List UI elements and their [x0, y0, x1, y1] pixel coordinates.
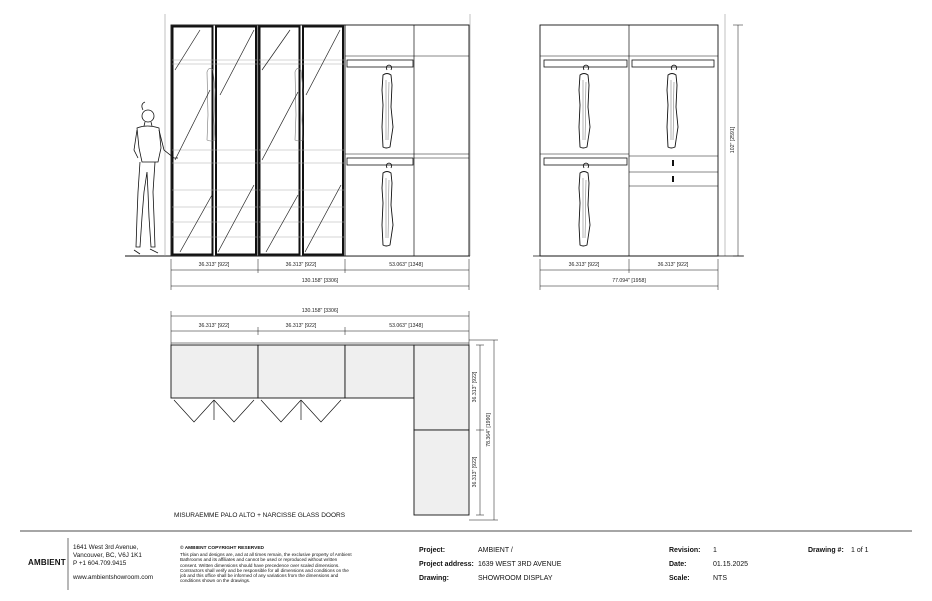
- project-address-value: 1639 WEST 3RD AVENUE: [478, 561, 562, 568]
- project-value: AMBIENT /: [478, 547, 513, 554]
- plan-side-dim-overall: 78.364" [1990]: [486, 413, 492, 447]
- plan-side-dim-2: 36.313" [922]: [472, 456, 478, 488]
- date-label: Date:: [669, 561, 687, 568]
- plan-dim-2: 36.313" [922]: [285, 323, 317, 329]
- plan-dim-overall: 130.158" [3306]: [301, 308, 339, 314]
- plan-dim-1: 36.313" [922]: [198, 323, 230, 329]
- drawing-number-value: 1 of 1: [851, 547, 869, 554]
- title-block: [0, 531, 932, 601]
- side-dim-2: 36.313" [922]: [657, 262, 689, 268]
- glass-door-unit-1: [171, 25, 258, 256]
- date-value: 01.15.2025: [713, 561, 749, 568]
- front-dim-2: 36.313" [922]: [285, 262, 317, 268]
- website-link[interactable]: www.ambientshowroom.com: [73, 574, 154, 581]
- plan-dim-3: 53.063" [1348]: [389, 323, 423, 329]
- revision-label: Revision:: [669, 547, 701, 554]
- front-dim-1: 36.313" [922]: [198, 262, 230, 268]
- address-line-1: 1641 West 3rd Avenue,: [73, 544, 139, 551]
- drawing-number-label: Drawing #:: [808, 547, 844, 554]
- copyright-title: © AMBIENT COPYRIGHT RESERVED: [180, 546, 265, 551]
- open-wardrobe-unit: [345, 25, 469, 256]
- scale-label: Scale:: [669, 575, 690, 582]
- revision-value: 1: [713, 547, 717, 554]
- address-line-2: Vancouver, BC, V6J 1K1: [73, 552, 142, 559]
- drawing-value: SHOWROOM DISPLAY: [478, 575, 553, 582]
- phone-number: P +1 604.709.9415: [73, 560, 127, 567]
- front-dim-3: 53.063" [1348]: [389, 262, 423, 268]
- plan-side-dim-1: 36.313" [922]: [472, 371, 478, 403]
- door-swing-icons: [174, 400, 341, 422]
- drawing-label: Drawing:: [419, 575, 449, 582]
- side-dim-overall: 77.094" [1958]: [612, 278, 646, 284]
- project-label: Project:: [419, 547, 446, 554]
- front-dim-overall: 130.158" [3306]: [301, 278, 339, 284]
- plan-caption: MISURAEMME PALO ALTO + NARCISSE GLASS DOORS: [174, 512, 346, 519]
- copyright-text: This plan and designs are, and at all times remain, the exclusive property of Ambient Bathrooms and its affiliates and cannot be used or reproduced without written consent. Written dimensions should have precedence over scaled dimensions. Contractors shall verify and be responsible for all dimensions and conditions on the job and this office shall be informed of any variations from the dimensions and conditions shown on the drawings.: [180, 552, 352, 584]
- plan-view: [171, 308, 498, 520]
- side-elevation: [533, 14, 744, 290]
- project-address-label: Project address:: [419, 561, 474, 568]
- front-elevation: [125, 14, 470, 290]
- company-logo: AMBIENT: [28, 558, 66, 567]
- glass-door-unit-2: [258, 25, 345, 256]
- side-dim-1: 36.313" [922]: [568, 262, 600, 268]
- side-dim-height: 102" [2591]: [730, 126, 736, 154]
- scale-value: NTS: [713, 575, 727, 582]
